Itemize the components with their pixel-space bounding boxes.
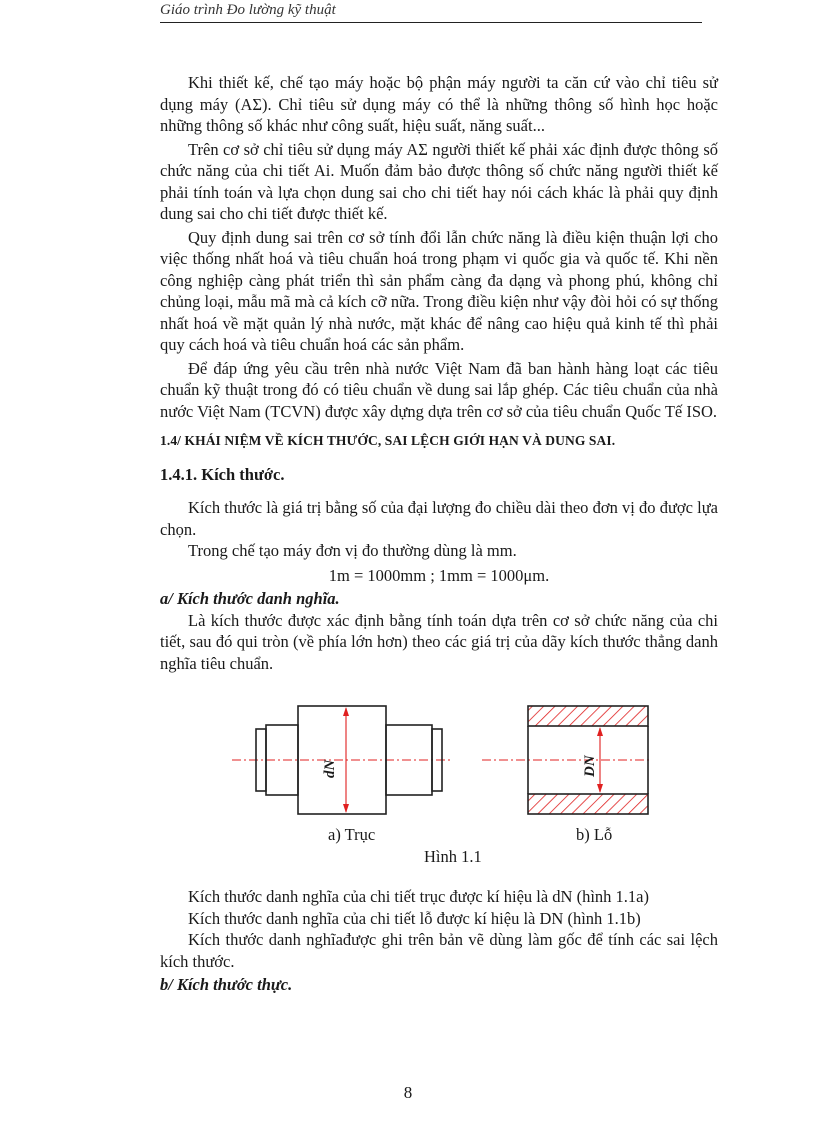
hole-wall-bottom bbox=[528, 794, 648, 814]
thuc-heading: b/ Kích thước thực. bbox=[160, 975, 293, 994]
caption-shaft: a) Trục bbox=[328, 825, 376, 844]
danh-nghia-heading: a/ Kích thước danh nghĩa. bbox=[160, 589, 340, 608]
shaft-drawing bbox=[232, 706, 450, 814]
danh-nghia-definition: Là kích thước được xác định bằng tính toán dựa trên cơ sở chức năng của chi tiết, sau đó qui tròn (về phía lớn hơn) theo các giá trị của dãy kích thước thẳng danh nghĩa tiêu chuẩn. bbox=[160, 610, 718, 673]
hole-arrow-top bbox=[597, 727, 603, 736]
page-number: 8 bbox=[403, 1083, 413, 1102]
running-header: Giáo trình Đo lường kỹ thuật bbox=[160, 2, 702, 23]
page-content bbox=[160, 72, 718, 996]
hole-arrow-bottom bbox=[597, 784, 603, 793]
shaft-symbol-note: Kích thước danh nghĩa của chi tiết trục được kí hiệu là dN (hình 1.1a) bbox=[188, 887, 649, 906]
figure-caption: Hình 1.1 bbox=[424, 847, 482, 866]
shaft-dimension-label: dN bbox=[322, 759, 338, 778]
kich-thuoc-unit: Trong chế tạo máy đơn vị đo thường dùng là mm. bbox=[188, 541, 517, 560]
kich-thuoc-definition: Kích thước là giá trị bằng số của đại lượng đo chiều dài theo đơn vị đo được lựa chọn. bbox=[160, 498, 718, 539]
hole-symbol-note: Kích thước danh nghĩa của chi tiết lỗ được kí hiệu là DN (hình 1.1b) bbox=[188, 908, 641, 928]
paragraph-1: Khi thiết kế, chế tạo máy hoặc bộ phận máy người ta căn cứ vào chỉ tiêu sử dụng máy (AΣ). Chỉ tiêu sử dụng máy có thể là những thông số hình học hoặc những thông số khác như công suất, hiệu suất, năng suất... bbox=[160, 73, 718, 135]
shaft-arrow-bottom bbox=[343, 804, 349, 813]
caption-hole: b) Lỗ bbox=[576, 825, 613, 844]
hole-dimension-label: DN bbox=[582, 755, 598, 777]
shaft-arrow-top bbox=[343, 707, 349, 716]
paragraph-3: Quy định dung sai trên cơ sở tính đổi lẫn chức năng là điều kiện thuận lợi cho việc thống nhất hoá và tiêu chuẩn hoá trong phạm vi quốc gia và quốc tế. Khi nền công nghiệp càng phát triển thì sản phẩm càng đa dạng và phong phú, không chỉ chủng loại, mẫu mã mà cả kích cỡ nữa. Trong điều kiện như vậy đòi hỏi có sự thống nhất hoá về mặt quản lý nhà nước, mặt khác để nâng cao hiệu quả kinh tế thì phải quy cách hoá và tiêu chuẩn hoá các sản phẩm. bbox=[160, 227, 718, 354]
unit-formula: 1m = 1000mm ; 1mm = 1000μm. bbox=[328, 565, 550, 585]
paragraph-2: Trên cơ sở chỉ tiêu sử dụng máy AΣ người thiết kế phải xác định được thông số chức năng của chi tiết Ai. Muốn đảm bảo được thông số chức năng người thiết kế phải tính toán và lựa chọn dung sai cho chi tiết hay nói cách khác là phải quy định dung sai cho chi tiết được thiết kế. bbox=[160, 139, 718, 223]
figure-1-1 bbox=[160, 682, 718, 882]
nominal-size-note: Kích thước danh nghĩađược ghi trên bản vẽ dùng làm gốc để tính các sai lệch kích thước. bbox=[160, 930, 718, 971]
paragraph-4: Để đáp ứng yêu cầu trên nhà nước Việt Nam đã ban hành hàng loạt các tiêu chuẩn kỹ thuật trong đó có tiêu chuẩn về dung sai lắp ghép. Các tiêu chuẩn của nhà nước Việt Nam (TCVN) được xây dựng dựa trên cơ sở của tiêu chuẩn Quốc Tế ISO. bbox=[160, 358, 718, 421]
hole-wall-top bbox=[528, 706, 648, 726]
subsection-heading: 1.4.1. Kích thước. bbox=[160, 464, 285, 484]
section-heading: 1.4/ KHÁI NIỆM VỀ KÍCH THƯỚC, SAI LỆCH GIỚI HẠN VÀ DUNG SAI. bbox=[160, 433, 616, 448]
hole-drawing bbox=[482, 706, 650, 814]
